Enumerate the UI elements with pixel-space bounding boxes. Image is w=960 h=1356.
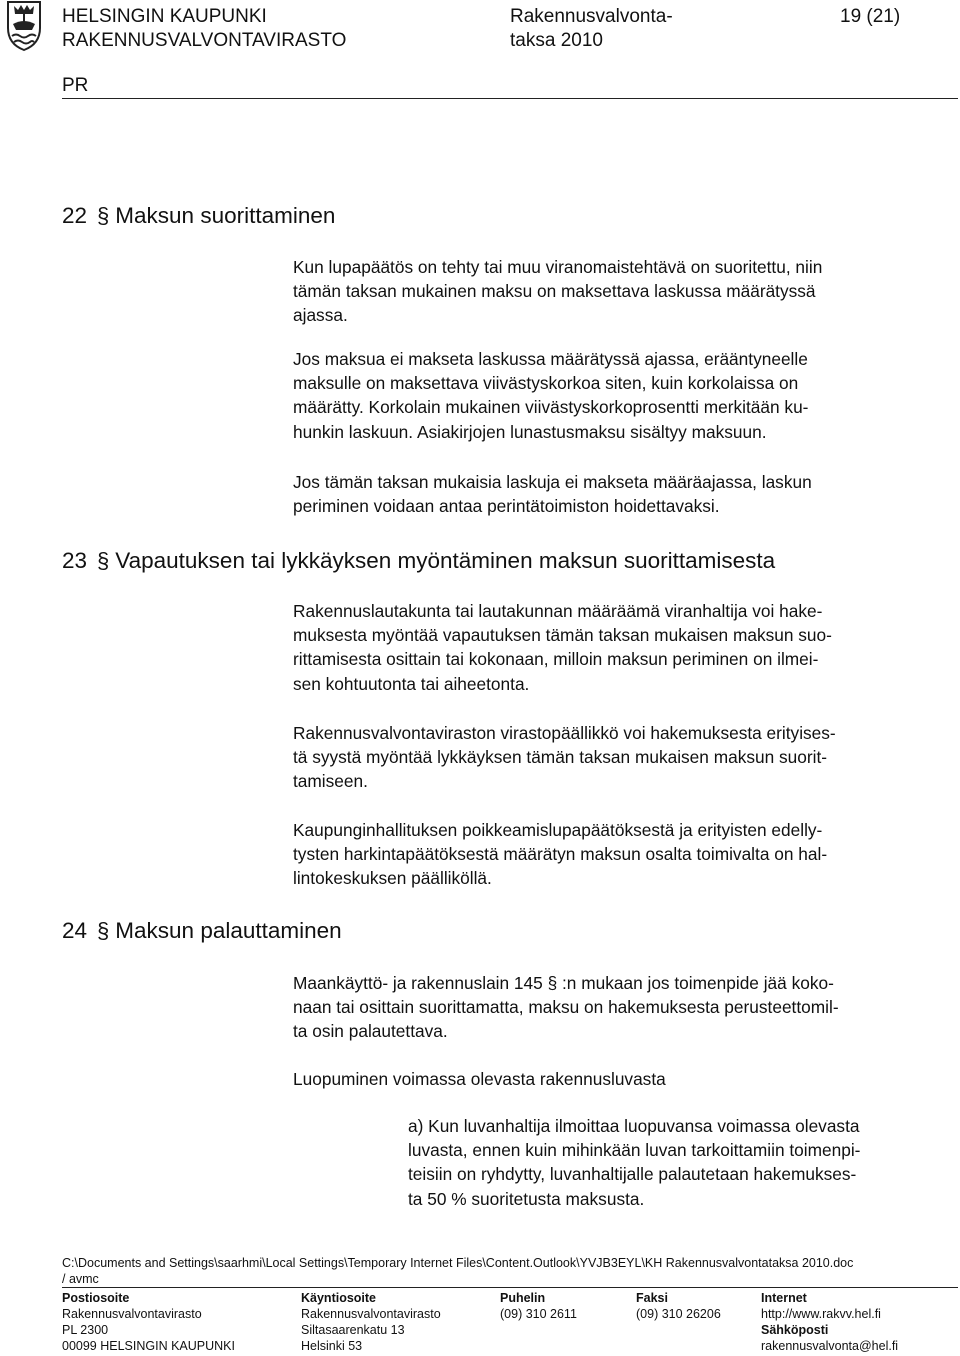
footer-website-link[interactable]: http://www.rakvv.hel.fi xyxy=(761,1307,881,1321)
text-line: ajassa. xyxy=(293,305,348,326)
footer-email-link[interactable]: rakennusvalvonta@hel.fi xyxy=(761,1339,899,1353)
section-symbol: § xyxy=(97,548,110,573)
text-line: Luopuminen voimassa olevasta rakennusluvasta xyxy=(293,1069,666,1089)
text-line: lintokeskuksen päälliköllä. xyxy=(293,868,492,889)
doc-title-line2: taksa 2010 xyxy=(510,30,603,51)
section-number: 24 xyxy=(62,918,88,943)
paragraph xyxy=(293,347,808,444)
footer-value: 00099 HELSINGIN KAUPUNKI xyxy=(62,1339,235,1353)
text-line: teisiin on ryhdytty, luvanhaltijalle palautetaan hakemukses- xyxy=(408,1164,857,1185)
section-symbol: § xyxy=(97,203,110,228)
paragraph xyxy=(293,599,832,696)
section-number: 22 xyxy=(62,203,88,228)
text-line: Kun lupapäätös on tehty tai muu viranomaistehtävä on suoritettu, niin xyxy=(293,257,823,277)
footer-value: Siltasaarenkatu 13 xyxy=(301,1323,405,1337)
doc-type: PR xyxy=(62,75,89,96)
text-line: Rakennusvalvontaviraston virastopäällikkö voi hakemuksesta erityises- xyxy=(293,723,836,743)
footer-visiting-address xyxy=(301,1290,441,1354)
footer-postal-address xyxy=(62,1290,235,1354)
text-line: naan tai osittain suorittamatta, maksu on hakemuksesta perusteettomil- xyxy=(293,997,839,1018)
text-line: Jos maksua ei makseta laskussa määrätyssä ajassa, erääntyneelle xyxy=(293,349,808,369)
footer-label: Puhelin xyxy=(500,1291,546,1305)
footer-value: Rakennusvalvontavirasto xyxy=(62,1307,202,1321)
section-heading-22 xyxy=(62,202,335,230)
section-heading-23 xyxy=(62,547,775,575)
section-title: Vapautuksen tai lykkäyksen myöntäminen maksun suorittamisesta xyxy=(115,548,776,573)
footer-internet xyxy=(761,1290,898,1354)
text-line: tysten harkintapäätöksestä määrätyn maksun osalta toimivalta on hal- xyxy=(293,844,828,865)
footer-label: Internet xyxy=(761,1291,807,1305)
file-path-line1: C:\Documents and Settings\saarhmi\Local Settings\Temporary Internet Files\Content.Outlook\YVJB3EYL\KH Rakennusvalvontataksa 2010.doc xyxy=(62,1256,854,1270)
file-path-line2: / avmc xyxy=(62,1272,99,1286)
helsinki-crest-logo xyxy=(4,0,44,52)
footer-value: (09) 310 2611 xyxy=(500,1307,577,1321)
section-title: Maksun suorittaminen xyxy=(115,203,336,228)
paragraph xyxy=(293,470,812,518)
text-line: tä syystä myöntää lykkäyksen tämän taksan mukaisen maksun suorit- xyxy=(293,747,828,768)
org-name: HELSINGIN KAUPUNKI xyxy=(62,6,267,27)
text-line: ta 50 % suoritetusta maksusta. xyxy=(408,1188,645,1209)
subheading xyxy=(293,1067,666,1091)
text-line: määrätty. Korkolain mukainen viivästyskorkoprosentti merkitään ku- xyxy=(293,397,809,418)
text-line: Kaupunginhallituksen poikkeamislupapäätöksestä ja erityisten edelly- xyxy=(293,820,823,840)
text-line: ta osin palautettava. xyxy=(293,1021,448,1042)
text-line: periminen voidaan antaa perintätoimiston hoidettavaksi. xyxy=(293,496,720,517)
footer-value: Rakennusvalvontavirasto xyxy=(301,1307,441,1321)
paragraph xyxy=(293,971,839,1044)
text-line: rittamisesta osittain tai kokonaan, milloin maksun periminen on ilmei- xyxy=(293,649,819,670)
footer-rule xyxy=(62,1287,958,1288)
section-symbol: § xyxy=(97,918,110,943)
text-line: maksulle on maksettava viivästyskorkoa siten, kuin korkolaissa on xyxy=(293,373,799,394)
text-line: Maankäyttö- ja rakennuslain 145 § :n mukaan jos toimenpide jää koko- xyxy=(293,973,834,993)
footer-label: Faksi xyxy=(636,1291,668,1305)
footer-value: Helsinki 53 xyxy=(301,1339,363,1353)
footer-label: Käyntiosoite xyxy=(301,1291,377,1305)
header-org xyxy=(62,5,346,53)
text-line: a) Kun luvanhaltija ilmoittaa luopuvansa voimassa olevasta xyxy=(408,1116,860,1136)
text-line: sen kohtuutonta tai aiheetonta. xyxy=(293,673,530,694)
agency-name: RAKENNUSVALVONTAVIRASTO xyxy=(62,30,347,51)
section-number: 23 xyxy=(62,548,88,573)
file-path xyxy=(62,1255,853,1287)
page-number: 19 (21) xyxy=(840,6,901,27)
paragraph xyxy=(293,818,827,891)
footer-value: (09) 310 26206 xyxy=(636,1307,721,1321)
header-doc-title xyxy=(510,5,673,53)
text-line: tämän taksan mukainen maksu on maksettava laskussa määrätyssä xyxy=(293,281,816,302)
text-line: Rakennuslautakunta tai lautakunnan määräämä viranhaltija voi hake- xyxy=(293,601,823,621)
header-rule xyxy=(62,98,958,99)
section-title: Maksun palauttaminen xyxy=(115,918,342,943)
text-line: tamiseen. xyxy=(293,771,368,792)
footer-label: Postiosoite xyxy=(62,1291,130,1305)
footer-label: Sähköposti xyxy=(761,1323,829,1337)
text-line: Jos tämän taksan mukaisia laskuja ei makseta määräajassa, laskun xyxy=(293,472,812,492)
footer-fax xyxy=(636,1290,721,1322)
section-heading-24 xyxy=(62,917,342,945)
footer-value: PL 2300 xyxy=(62,1323,109,1337)
footer-phone xyxy=(500,1290,577,1322)
doc-title-line1: Rakennusvalvonta- xyxy=(510,6,673,27)
paragraph-indented xyxy=(408,1114,860,1211)
paragraph xyxy=(293,255,822,328)
text-line: hunkin laskuun. Asiakirjojen lunastusmaksu sisältyy maksuun. xyxy=(293,421,767,442)
text-line: luvasta, ennen kuin mihinkään luvan tarkoittamiin toimenpi- xyxy=(408,1140,861,1161)
paragraph xyxy=(293,721,836,794)
text-line: muksesta myöntää vapautuksen tämän taksan mukaisen maksun suo- xyxy=(293,625,832,646)
